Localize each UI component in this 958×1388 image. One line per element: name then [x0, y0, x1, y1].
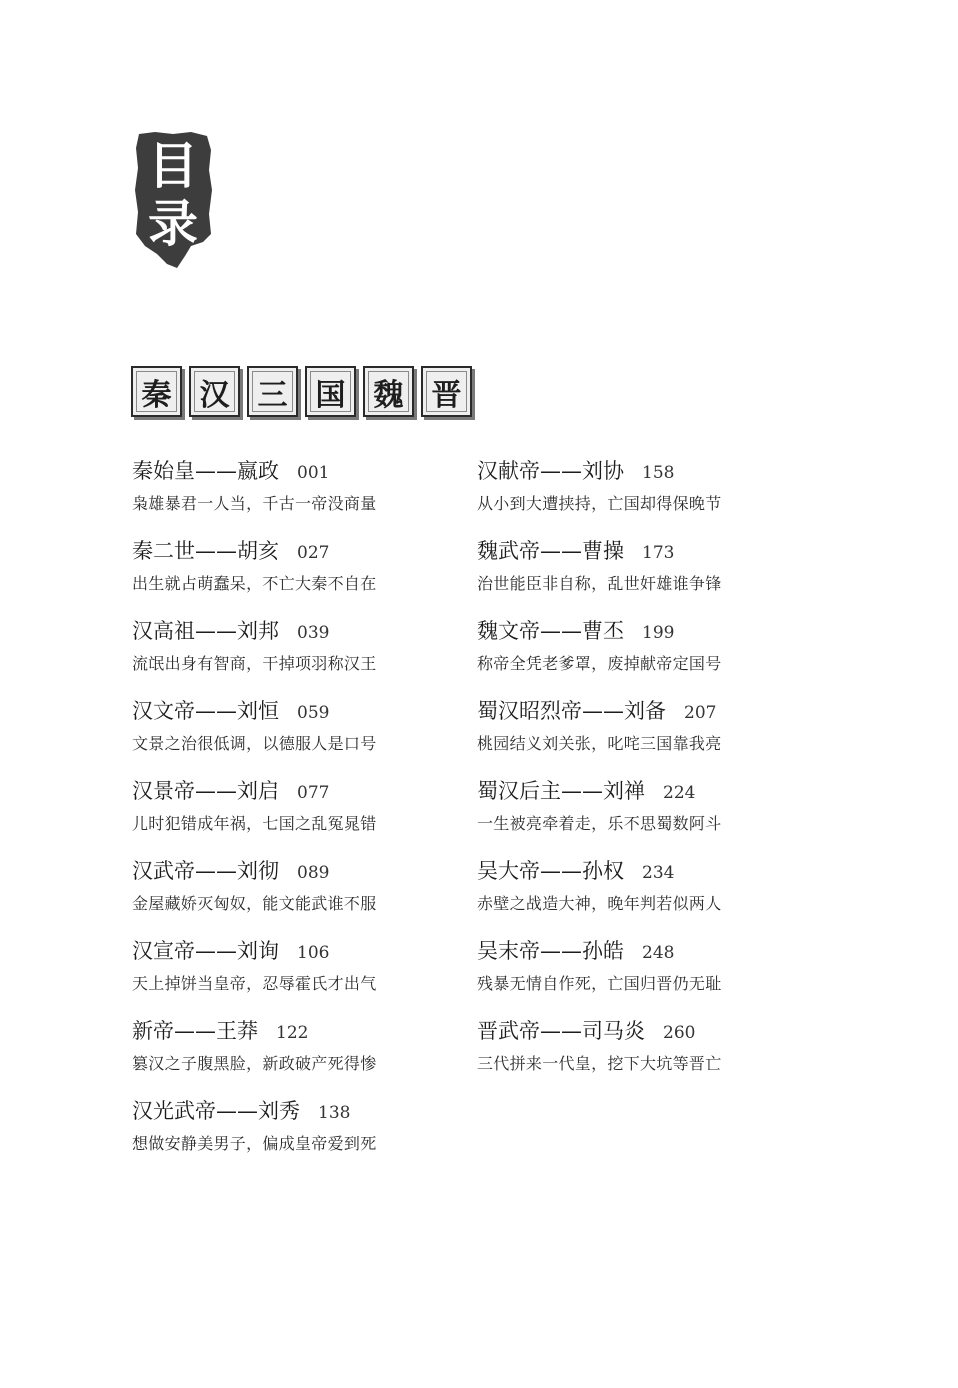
- entry-title: 晋武帝——司马炎: [477, 1019, 645, 1043]
- entry-title: 魏武帝——曹操: [477, 539, 624, 563]
- entry-page: 106: [297, 943, 330, 963]
- entry-subtitle: 儿时犯错成年祸，七国之乱冤晁错: [132, 814, 377, 833]
- entry-subtitle: 金屋藏娇灭匈奴，能文能武谁不服: [132, 894, 377, 913]
- entry-page: 089: [297, 863, 330, 883]
- banner-char: 三: [247, 366, 298, 417]
- toc-entry[interactable]: [477, 536, 807, 616]
- entry-page: 138: [318, 1103, 351, 1123]
- entry-page: 077: [297, 783, 330, 803]
- entry-subtitle: 桃园结义刘关张，叱咤三国靠我亮: [477, 734, 722, 753]
- entry-subtitle: 称帝全凭老爹罩，废掉献帝定国号: [477, 654, 722, 673]
- entry-subtitle: 枭雄暴君一人当，千古一帝没商量: [132, 494, 377, 513]
- contents-seal: [133, 130, 213, 270]
- toc-entry[interactable]: [132, 616, 462, 696]
- toc-entry[interactable]: [132, 776, 462, 856]
- entry-subtitle: 从小到大遭挟持，亡国却得保晚节: [477, 494, 722, 513]
- entry-title: 吴大帝——孙权: [477, 859, 624, 883]
- toc-entry[interactable]: [477, 456, 807, 536]
- entry-subtitle: 治世能臣非自称，乱世奸雄谁争锋: [477, 574, 722, 593]
- entry-page: 234: [642, 863, 675, 883]
- entry-page: 158: [642, 463, 675, 483]
- entry-title: 魏文帝——曹丕: [477, 619, 624, 643]
- entry-page: 173: [642, 543, 675, 563]
- entry-subtitle: 天上掉饼当皇帝，忍辱霍氏才出气: [132, 974, 377, 993]
- toc-entry[interactable]: [132, 696, 462, 776]
- entry-subtitle: 文景之治很低调，以德服人是口号: [132, 734, 377, 753]
- entry-title: 汉宣帝——刘询: [132, 939, 279, 963]
- entry-page: 027: [297, 543, 330, 563]
- entry-page: 260: [663, 1023, 696, 1043]
- entry-subtitle: 残暴无情自作死，亡国归晋仍无耻: [477, 974, 722, 993]
- toc-entry[interactable]: [132, 936, 462, 1016]
- section-banner: [131, 366, 472, 416]
- entry-title: 汉文帝——刘恒: [132, 699, 279, 723]
- entry-subtitle: 三代拼来一代皇，挖下大坑等晋亡: [477, 1054, 722, 1073]
- entry-title: 汉光武帝——刘秀: [132, 1099, 300, 1123]
- entry-page: 248: [642, 943, 675, 963]
- toc-entry[interactable]: [477, 616, 807, 696]
- entry-title: 吴末帝——孙皓: [477, 939, 624, 963]
- banner-char: 汉: [189, 366, 240, 417]
- toc-entry[interactable]: [477, 936, 807, 1016]
- toc-entry[interactable]: [132, 536, 462, 616]
- entry-page: 039: [297, 623, 330, 643]
- toc-left-column: [132, 456, 462, 1176]
- entry-title: 秦始皇——嬴政: [132, 459, 279, 483]
- entry-subtitle: 想做安静美男子，偏成皇帝爱到死: [132, 1134, 377, 1153]
- entry-page: 207: [684, 703, 717, 723]
- entry-title: 汉景帝——刘启: [132, 779, 279, 803]
- entry-page: 122: [276, 1023, 309, 1043]
- toc-right-column: [477, 456, 807, 1096]
- entry-page: 001: [297, 463, 330, 483]
- banner-char: 秦: [131, 366, 182, 417]
- toc-entry[interactable]: [477, 776, 807, 856]
- entry-subtitle: 赤壁之战造大神，晚年判若似两人: [477, 894, 722, 913]
- entry-title: 汉献帝——刘协: [477, 459, 624, 483]
- entry-title: 新帝——王莽: [132, 1019, 258, 1043]
- seal-char-mu: 目: [148, 137, 198, 195]
- entry-title: 秦二世——胡亥: [132, 539, 279, 563]
- entry-subtitle: 出生就占萌蠢呆，不亡大秦不自在: [132, 574, 377, 593]
- toc-entry[interactable]: [477, 696, 807, 776]
- entry-page: 199: [642, 623, 675, 643]
- entry-subtitle: 流氓出身有智商，干掉项羽称汉王: [132, 654, 377, 673]
- entry-title: 蜀汉昭烈帝——刘备: [477, 699, 666, 723]
- toc-entry[interactable]: [477, 1016, 807, 1096]
- banner-char: 国: [305, 366, 356, 417]
- toc-entry[interactable]: [132, 856, 462, 936]
- entry-title: 汉武帝——刘彻: [132, 859, 279, 883]
- toc-entry[interactable]: [132, 1016, 462, 1096]
- banner-char: 魏: [363, 366, 414, 417]
- toc-entry[interactable]: [132, 456, 462, 536]
- entry-title: 汉高祖——刘邦: [132, 619, 279, 643]
- banner-char: 晋: [421, 366, 472, 417]
- entry-title: 蜀汉后主——刘禅: [477, 779, 645, 803]
- toc-entry[interactable]: [132, 1096, 462, 1176]
- entry-page: 224: [663, 783, 696, 803]
- seal-char-lu: 录: [148, 195, 198, 253]
- entry-subtitle: 一生被亮牵着走，乐不思蜀数阿斗: [477, 814, 722, 833]
- toc-entry[interactable]: [477, 856, 807, 936]
- entry-page: 059: [297, 703, 330, 723]
- entry-subtitle: 篡汉之子腹黑脸，新政破产死得惨: [132, 1054, 377, 1073]
